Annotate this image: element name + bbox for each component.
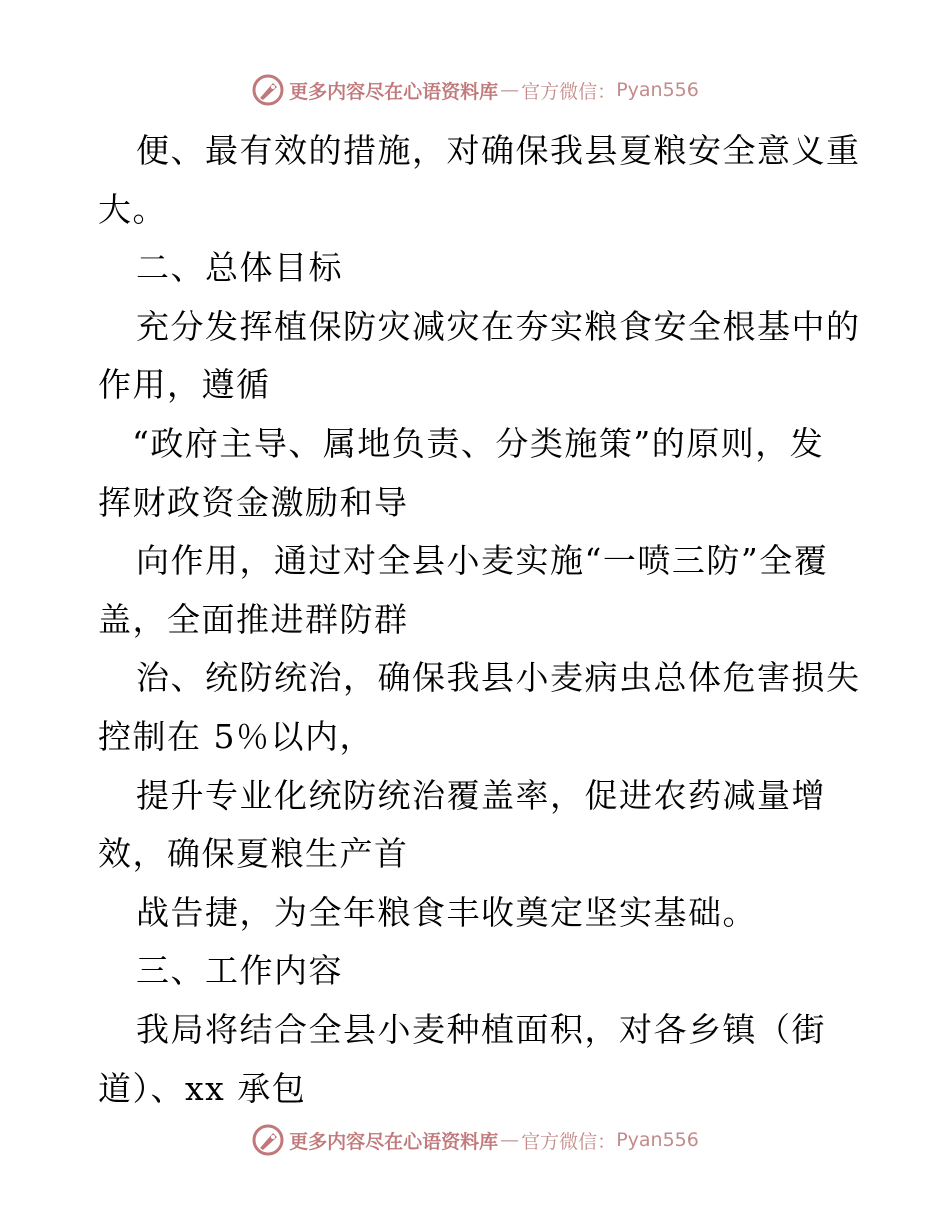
watermark-brand: 更多内容尽在心语资料库 (289, 1130, 499, 1153)
text-line: 便、最有效的措施，对确保我县夏粮安全意义重 (136, 131, 861, 170)
text-line: 战告捷，为全年粮食丰收奠定坚实基础。 (136, 892, 757, 932)
text-line: 控制在 5％以内， (98, 716, 374, 756)
text-line: 向作用，通过对全县小麦实施“一喷三防”全覆 (136, 541, 829, 581)
watermark-id: Pyan556 (616, 79, 699, 101)
pen-nib-circle-icon (251, 73, 285, 107)
text-line: 充分发挥植保防灾减灾在夯实粮食安全根基中的 (136, 306, 861, 346)
watermark-contact: 官方微信： (521, 1130, 617, 1153)
section-heading: 三、工作内容 (136, 951, 343, 991)
text-line: 我局将结合全县小麦种植面积，对各乡镇（街 (136, 1009, 826, 1049)
text-line: 效，确保夏粮生产首 (98, 834, 409, 874)
footer-watermark (0, 1120, 950, 1160)
text-line: 治、统防统治，确保我县小麦病虫总体危害损失 (136, 658, 861, 698)
watermark-separator: — (500, 1129, 520, 1151)
watermark-brand: 更多内容尽在心语资料库 (289, 80, 499, 103)
header-watermark (0, 70, 950, 110)
text-line: 道）、xx 承包 (98, 1068, 307, 1108)
text-line: 盖，全面推进群防群 (98, 599, 409, 639)
text-line: 大。 (98, 189, 167, 229)
text-line: 作用，遵循 (98, 365, 271, 405)
watermark-contact: 官方微信： (521, 80, 617, 103)
watermark-id: Pyan556 (616, 1129, 699, 1151)
watermark-separator: — (500, 79, 520, 101)
text-line: “政府主导、属地负责、分类施策”的原则，发 (132, 423, 825, 463)
section-heading: 二、总体目标 (136, 248, 343, 288)
text-line: 挥财政资金激励和导 (98, 482, 409, 522)
document-body (98, 122, 861, 1118)
pen-nib-circle-icon (251, 1123, 285, 1157)
text-line: 提升专业化统防统治覆盖率，促进农药减量增 (136, 775, 826, 815)
